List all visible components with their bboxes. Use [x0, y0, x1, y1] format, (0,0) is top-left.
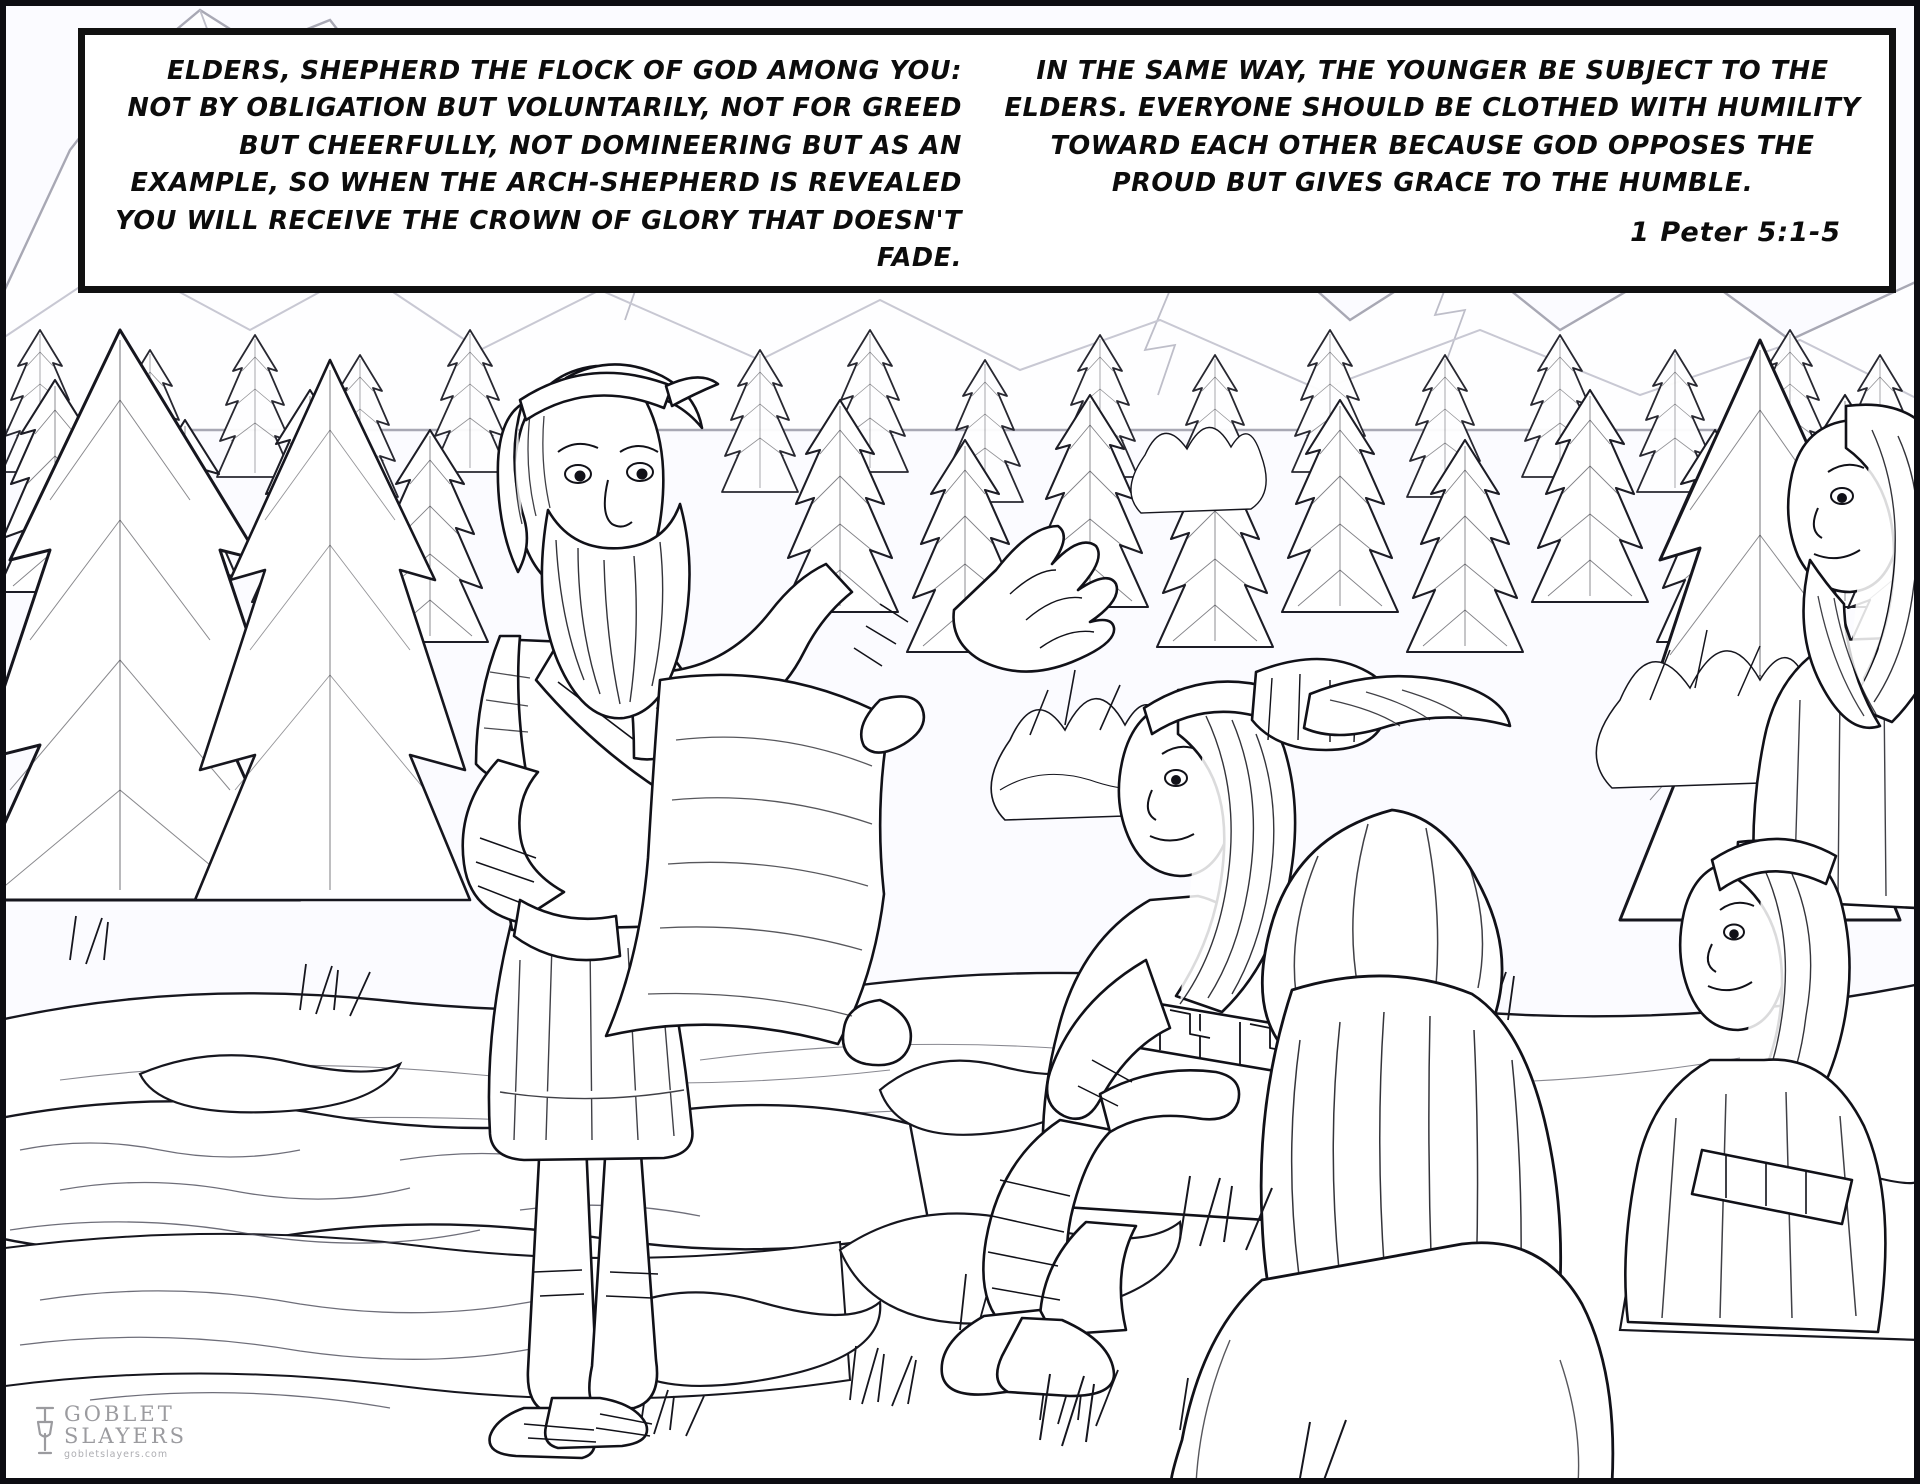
- watermark-url: gobletslayers.com: [64, 1449, 169, 1461]
- watermark: [34, 1403, 187, 1460]
- scripture-reference: 1 Peter 5:1-5: [1630, 216, 1841, 248]
- watermark-line1: GOBLET: [64, 1401, 175, 1426]
- caption-left-text: ELDERS, SHEPHERD THE FLOCK OF GOD AMONG YOU: NOT BY OBLIGATION BUT VOLUNTARILY, NOT FOR GREED BUT CHEERFULLY, NOT DOMINEERING BUT AS AN EXAMPLE, SO WHEN THE ARCH-SHEPHERD IS REVEALED YOU WILL RECEIVE THE CROWN OF GLORY THAT DOESN'T FADE.: [115, 56, 962, 274]
- watermark-text: [64, 1403, 187, 1460]
- caption-right-column: [1002, 53, 1863, 276]
- goblet-icon: [34, 1405, 56, 1457]
- watermark-line2: SLAYERS: [64, 1423, 188, 1448]
- caption-box: [78, 28, 1896, 293]
- caption-right-text: IN THE SAME WAY, THE YOUNGER BE SUBJECT TO THE ELDERS. EVERYONE SHOULD BE CLOTHED WITH HUMILITY TOWARD EACH OTHER BECAUSE GOD OPPOSES THE PROUD BUT GIVES GRACE TO THE HUMBLE.: [1004, 56, 1861, 199]
- caption-left-column: [111, 53, 972, 276]
